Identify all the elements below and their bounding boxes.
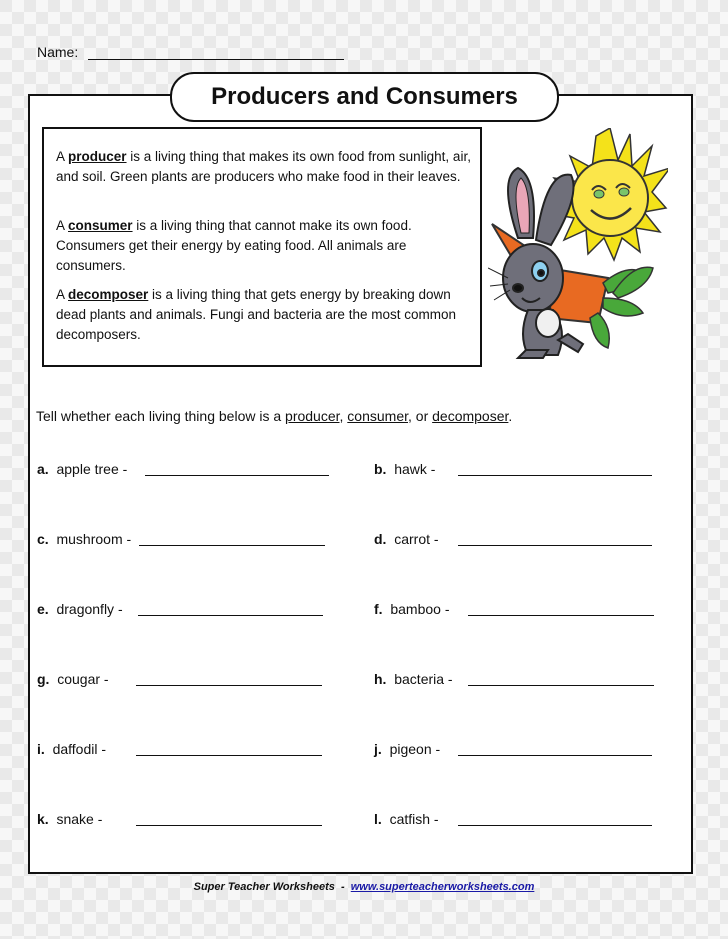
question-letter: h. bbox=[374, 671, 387, 687]
answer-line-e[interactable] bbox=[138, 615, 323, 616]
instruction-end: . bbox=[508, 408, 513, 424]
answer-line-k[interactable] bbox=[136, 825, 322, 826]
answer-line-b[interactable] bbox=[458, 475, 652, 476]
question-label: hawk - bbox=[394, 461, 436, 477]
definition-decomposer bbox=[56, 285, 474, 345]
question-letter: k. bbox=[37, 811, 49, 827]
question-f bbox=[374, 601, 450, 617]
question-label: pigeon - bbox=[389, 741, 441, 757]
answer-line-g[interactable] bbox=[136, 685, 322, 686]
answer-line-l[interactable] bbox=[458, 825, 652, 826]
answer-line-j[interactable] bbox=[458, 755, 652, 756]
term-consumer: consumer bbox=[68, 218, 133, 233]
question-letter: a. bbox=[37, 461, 49, 477]
footer-brand: Super Teacher Worksheets bbox=[193, 881, 335, 893]
question-b bbox=[374, 461, 435, 477]
definition-prefix: A bbox=[56, 218, 69, 233]
question-label: mushroom - bbox=[56, 531, 132, 547]
worksheet-title: Producers and Consumers bbox=[170, 72, 559, 122]
question-letter: d. bbox=[374, 531, 387, 547]
question-j bbox=[374, 741, 440, 757]
question-g bbox=[37, 671, 109, 687]
question-label: cougar - bbox=[57, 671, 109, 687]
definition-text: is a living thing that makes its own food from sunlight, air, and soil. Green plants are producers who make food in their leaves. bbox=[56, 149, 471, 184]
definition-consumer bbox=[56, 216, 474, 276]
name-input-line[interactable] bbox=[88, 59, 344, 60]
question-label: catfish - bbox=[389, 811, 439, 827]
instruction-lead: Tell whether each living thing below is a bbox=[36, 408, 286, 424]
rabbit-carrot-sun-illustration bbox=[488, 128, 668, 363]
question-letter: l. bbox=[374, 811, 382, 827]
question-label: daffodil - bbox=[52, 741, 107, 757]
question-label: bacteria - bbox=[394, 671, 453, 687]
question-letter: e. bbox=[37, 601, 49, 617]
question-label: dragonfly - bbox=[56, 601, 123, 617]
question-l bbox=[374, 811, 439, 827]
instructions bbox=[36, 408, 512, 424]
definition-prefix: A bbox=[56, 149, 69, 164]
footer-link[interactable]: www.superteacherworksheets.com bbox=[350, 881, 535, 893]
instruction-consumer: consumer bbox=[347, 408, 408, 424]
question-label: bamboo - bbox=[390, 601, 450, 617]
footer bbox=[0, 881, 728, 893]
question-letter: i. bbox=[37, 741, 45, 757]
question-label: carrot - bbox=[394, 531, 439, 547]
question-letter: j. bbox=[374, 741, 382, 757]
question-d bbox=[374, 531, 439, 547]
question-label: snake - bbox=[56, 811, 103, 827]
question-letter: g. bbox=[37, 671, 50, 687]
instruction-producer: producer bbox=[285, 408, 340, 424]
question-h bbox=[374, 671, 453, 687]
footer-separator: - bbox=[334, 881, 351, 893]
definition-producer bbox=[56, 147, 474, 187]
definition-prefix: A bbox=[56, 287, 69, 302]
answer-line-i[interactable] bbox=[136, 755, 322, 756]
definition-text: is a living thing that cannot make its own food. Consumers get their energy by eating food. All animals are consumers. bbox=[56, 218, 412, 273]
question-a bbox=[37, 461, 127, 477]
definition-text: is a living thing that gets energy by breaking down dead plants and animals. Fungi and bacteria are the most common decomposers. bbox=[56, 287, 456, 342]
answer-line-c[interactable] bbox=[139, 545, 325, 546]
question-letter: f. bbox=[374, 601, 383, 617]
term-decomposer: decomposer bbox=[68, 287, 149, 302]
name-label: Name: bbox=[37, 44, 79, 60]
answer-line-a[interactable] bbox=[145, 475, 329, 476]
rabbit-icon bbox=[488, 168, 583, 358]
question-letter: b. bbox=[374, 461, 387, 477]
answer-line-f[interactable] bbox=[468, 615, 654, 616]
question-i bbox=[37, 741, 106, 757]
question-letter: c. bbox=[37, 531, 49, 547]
answer-line-d[interactable] bbox=[458, 545, 652, 546]
question-e bbox=[37, 601, 123, 617]
question-k bbox=[37, 811, 102, 827]
definitions-box bbox=[42, 127, 482, 367]
question-c bbox=[37, 531, 131, 547]
instruction-separator: , or bbox=[408, 408, 433, 424]
instruction-decomposer: decomposer bbox=[432, 408, 509, 424]
answer-line-h[interactable] bbox=[468, 685, 654, 686]
instruction-separator: , bbox=[339, 408, 348, 424]
term-producer: producer bbox=[68, 149, 127, 164]
question-label: apple tree - bbox=[56, 461, 128, 477]
